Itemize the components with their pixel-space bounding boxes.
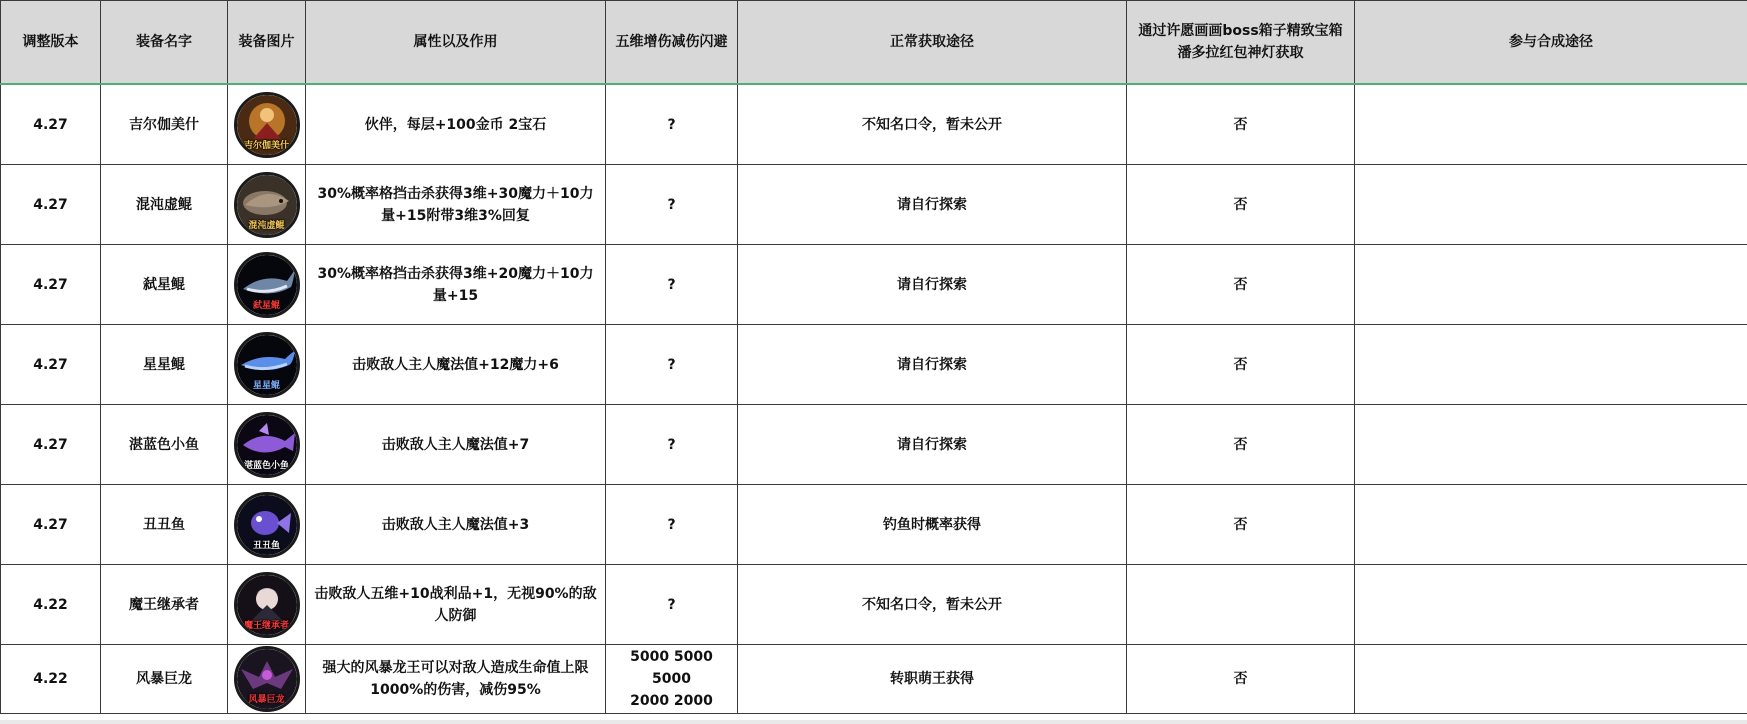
header-wish-source[interactable] — [1127, 1, 1355, 85]
table-row — [1, 165, 1747, 245]
version-text: 4.27 — [33, 116, 68, 133]
cell-wish-source[interactable] — [1127, 405, 1355, 485]
cell-image[interactable] — [228, 165, 306, 245]
cell-stats[interactable] — [606, 325, 738, 405]
cell-synthesis[interactable] — [1355, 325, 1747, 405]
stats-line-1: ? — [667, 436, 676, 453]
header-image[interactable]: 装备图片 — [228, 1, 306, 85]
cell-stats[interactable] — [606, 165, 738, 245]
stats-line-1: ? — [667, 116, 676, 133]
avatar-caption: 丑丑鱼 — [252, 540, 280, 551]
header-version[interactable]: 调整版本 — [1, 1, 101, 85]
cell-version[interactable] — [1, 565, 101, 645]
cell-normal-source[interactable] — [738, 245, 1127, 325]
avatar-caption: 混沌虚鲲 — [248, 220, 285, 231]
effect-line-1: 击败敌人主人魔法值+12魔力+6 — [352, 356, 559, 373]
cell-name[interactable] — [101, 565, 228, 645]
source-text: 请自行探索 — [897, 356, 967, 373]
avatar-caption: 星星鲲 — [252, 380, 280, 391]
cell-effect[interactable] — [306, 245, 606, 325]
wish-text: 否 — [1233, 436, 1248, 453]
effect-line-1: 伙伴，每层+100金币 2宝石 — [364, 116, 547, 133]
cell-version[interactable] — [1, 485, 101, 565]
header-row — [1, 1, 1747, 85]
cell-version[interactable] — [1, 325, 101, 405]
table-row — [1, 645, 1747, 714]
cell-stats[interactable] — [606, 565, 738, 645]
cell-wish-source[interactable] — [1127, 485, 1355, 565]
cell-stats[interactable] — [606, 245, 738, 325]
cell-effect[interactable] — [306, 405, 606, 485]
cell-version[interactable] — [1, 84, 101, 165]
stats-line-1: 5000 5000 5000 — [630, 649, 713, 687]
wish-text: 否 — [1233, 516, 1248, 533]
cell-image[interactable] — [228, 645, 306, 714]
cell-normal-source[interactable] — [738, 165, 1127, 245]
avatar-caption: 湛蓝色小鱼 — [243, 460, 289, 471]
wish-text: 否 — [1233, 116, 1248, 133]
cell-name[interactable] — [101, 84, 228, 165]
cell-synthesis[interactable] — [1355, 405, 1747, 485]
cell-name[interactable] — [101, 245, 228, 325]
cell-synthesis[interactable] — [1355, 485, 1747, 565]
equipment-avatar — [234, 412, 300, 478]
name-text: 混沌虚鲲 — [136, 196, 192, 213]
version-text: 4.22 — [33, 671, 68, 687]
header-synthesis[interactable]: 参与合成途径 — [1355, 1, 1747, 85]
source-text: 转职萌王获得 — [890, 671, 974, 687]
cell-name[interactable] — [101, 325, 228, 405]
equipment-avatar — [234, 92, 300, 158]
effect-line-2: 人防御 — [434, 607, 477, 624]
source-text: 请自行探索 — [897, 276, 967, 293]
cell-normal-source[interactable] — [738, 565, 1127, 645]
table-row — [1, 565, 1747, 645]
equipment-avatar — [234, 492, 300, 558]
cell-effect[interactable] — [306, 84, 606, 165]
cell-image[interactable] — [228, 405, 306, 485]
cell-synthesis[interactable] — [1355, 245, 1747, 325]
name-text: 魔王继承者 — [129, 596, 199, 613]
avatar-caption: 弑星鲲 — [252, 300, 280, 311]
cell-image[interactable] — [228, 485, 306, 565]
cell-wish-source[interactable] — [1127, 84, 1355, 165]
cell-wish-source[interactable] — [1127, 165, 1355, 245]
equipment-avatar — [234, 172, 300, 238]
name-text: 吉尔伽美什 — [129, 116, 199, 133]
cell-version[interactable] — [1, 165, 101, 245]
cell-stats[interactable] — [606, 645, 738, 714]
cell-stats[interactable] — [606, 405, 738, 485]
version-text: 4.27 — [33, 516, 68, 533]
equipment-avatar — [234, 646, 300, 712]
header-wish-line-1: 通过许愿画画boss箱子精致宝箱 — [1138, 23, 1343, 39]
name-text: 风暴巨龙 — [136, 671, 192, 687]
cell-normal-source[interactable] — [738, 84, 1127, 165]
cell-synthesis[interactable] — [1355, 565, 1747, 645]
cell-stats[interactable] — [606, 485, 738, 565]
avatar-caption: 吉尔伽美什 — [243, 140, 289, 151]
table-row — [1, 405, 1747, 485]
cell-normal-source[interactable] — [738, 325, 1127, 405]
version-text: 4.27 — [33, 436, 68, 453]
stats-line-1: ? — [667, 516, 676, 533]
cell-stats[interactable] — [606, 84, 738, 165]
header-name[interactable]: 装备名字 — [101, 1, 228, 85]
header-normal-source[interactable]: 正常获取途径 — [738, 1, 1127, 85]
wish-text: 否 — [1233, 276, 1248, 293]
equipment-avatar — [234, 252, 300, 318]
name-text: 湛蓝色小鱼 — [129, 436, 199, 453]
avatar-caption: 风暴巨龙 — [248, 695, 285, 705]
name-text: 丑丑鱼 — [143, 516, 185, 533]
wish-text: 否 — [1233, 356, 1248, 373]
cell-image[interactable] — [228, 565, 306, 645]
cell-effect[interactable] — [306, 485, 606, 565]
cell-image[interactable] — [228, 84, 306, 165]
effect-line-1: 击败敌人五维+10战利品+1，无视90%的敌 — [314, 585, 597, 602]
effect-line-1: 击败敌人主人魔法值+3 — [381, 516, 530, 533]
name-text: 弑星鲲 — [143, 276, 185, 293]
wish-text: 否 — [1233, 671, 1248, 687]
source-text: 不知名口令，暂未公开 — [862, 596, 1002, 613]
name-text: 星星鲲 — [143, 356, 185, 373]
stats-line-1: ? — [667, 356, 676, 373]
header-stats[interactable]: 五维增伤减伤闪避 — [606, 1, 738, 85]
cell-name[interactable] — [101, 165, 228, 245]
version-text: 4.27 — [33, 196, 68, 213]
source-text: 请自行探索 — [897, 436, 967, 453]
cell-synthesis[interactable] — [1355, 84, 1747, 165]
cell-synthesis[interactable] — [1355, 165, 1747, 245]
stats-line-1: ? — [667, 596, 676, 613]
equipment-avatar — [234, 572, 300, 638]
cell-effect[interactable] — [306, 645, 606, 714]
header-wish-line-2: 潘多拉红包神灯获取 — [1177, 45, 1304, 61]
effect-line-2: 量+15 — [432, 287, 479, 304]
cell-version[interactable] — [1, 645, 101, 714]
effect-line-1: 30%概率格挡击杀获得3维+30魔力＋10力 — [317, 185, 594, 202]
cell-image[interactable] — [228, 325, 306, 405]
effect-line-1: 30%概率格挡击杀获得3维+20魔力＋10力 — [317, 265, 594, 282]
table-row — [1, 485, 1747, 565]
table-row — [1, 325, 1747, 405]
table-row — [1, 245, 1747, 325]
cell-name[interactable] — [101, 405, 228, 485]
avatar-caption: 魔王继承者 — [243, 620, 289, 631]
stats-line-1: ? — [667, 196, 676, 213]
cell-synthesis[interactable] — [1355, 645, 1747, 714]
effect-line-2: 量+15附带3维3%回复 — [381, 207, 530, 224]
source-text: 钓鱼时概率获得 — [883, 516, 981, 533]
header-effect[interactable]: 属性以及作用 — [306, 1, 606, 85]
cell-effect[interactable] — [306, 165, 606, 245]
cell-wish-source[interactable] — [1127, 245, 1355, 325]
sheet-bottom-strip — [0, 720, 1747, 724]
equipment-avatar — [234, 332, 300, 398]
cell-name[interactable] — [101, 645, 228, 714]
cell-name[interactable] — [101, 485, 228, 565]
table-row — [1, 84, 1747, 165]
version-text: 4.27 — [33, 356, 68, 373]
cell-normal-source[interactable] — [738, 645, 1127, 714]
stats-line-1: ? — [667, 276, 676, 293]
cell-wish-source[interactable] — [1127, 325, 1355, 405]
cell-normal-source[interactable] — [738, 485, 1127, 565]
cell-effect[interactable] — [306, 325, 606, 405]
version-text: 4.27 — [33, 276, 68, 293]
cell-normal-source[interactable] — [738, 405, 1127, 485]
cell-version[interactable] — [1, 405, 101, 485]
effect-line-2: 1000%的伤害，减伤95% — [370, 682, 541, 698]
source-text: 请自行探索 — [897, 196, 967, 213]
effect-line-1: 强大的风暴龙王可以对敌人造成生命值上限 — [322, 660, 589, 676]
version-text: 4.22 — [33, 596, 68, 613]
cell-wish-source[interactable] — [1127, 565, 1355, 645]
effect-line-1: 击败敌人主人魔法值+7 — [381, 436, 530, 453]
cell-effect[interactable] — [306, 565, 606, 645]
cell-image[interactable] — [228, 245, 306, 325]
cell-version[interactable] — [1, 245, 101, 325]
source-text: 不知名口令，暂未公开 — [862, 116, 1002, 133]
wish-text: 否 — [1233, 196, 1248, 213]
stats-line-2: 2000 2000 — [630, 693, 713, 709]
cell-wish-source[interactable] — [1127, 645, 1355, 714]
